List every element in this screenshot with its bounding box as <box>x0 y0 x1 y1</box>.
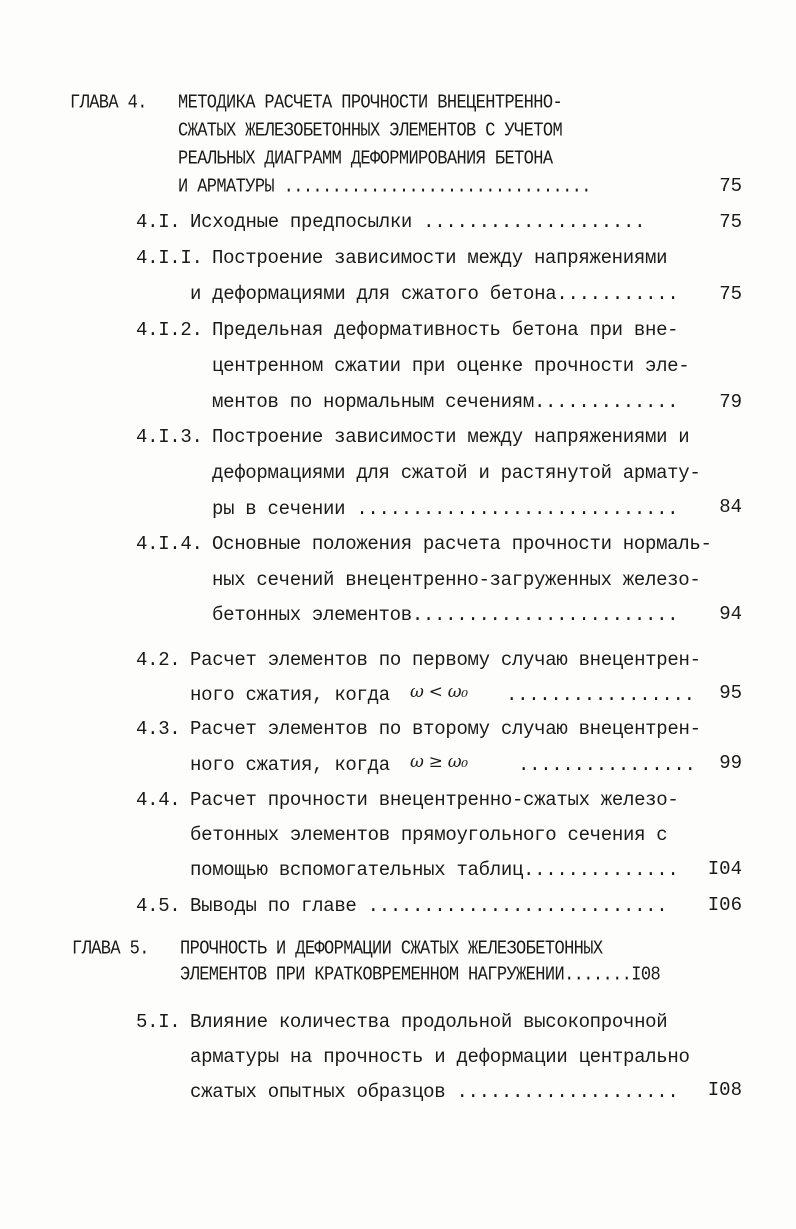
section-4-1-2-line-2: центренном сжатии при оценке прочности эле- <box>212 355 690 377</box>
section-4-4-line-3: помощью вспомогательных таблиц.............. <box>190 859 679 881</box>
section-4-1-4-line-3: бетонных элементов........................ <box>212 604 679 626</box>
section-4-1-4-number: 4.I.4. <box>136 533 203 555</box>
section-4-4-line-2: бетонных элементов прямоугольного сечения с <box>190 824 668 846</box>
section-4-1-2-line-3: ментов по нормальным сечениям............. <box>212 391 679 413</box>
section-4-5-title: Выводы по главе ........................... <box>190 895 668 917</box>
section-4-1-4-line-2: ных сечений внецентренно-загруженных железо- <box>212 569 701 591</box>
section-4-3-leader: ................ <box>518 754 696 776</box>
section-4-1-3-line-3: ры в сечении ............................. <box>212 498 679 520</box>
chapter-4-title-line-2: СЖАТЫХ ЖЕЛЕЗОБЕТОННЫХ ЭЛЕМЕНТОВ С УЧЕТОМ <box>178 120 563 143</box>
section-4-1-1-line-2: и деформациями для сжатого бетона........... <box>190 283 679 305</box>
section-4-4-page: I04 <box>707 858 742 880</box>
section-4-1-2-number: 4.I.2. <box>136 319 203 341</box>
section-4-2-line-1: Расчет элементов по первому случаю внецентрен- <box>190 649 701 671</box>
section-4-1-4-line-1: Основные положения расчета прочности нормаль- <box>212 533 712 555</box>
section-4-1-number: 4.I. <box>136 211 181 233</box>
chapter-4-title-line-1: МЕТОДИКА РАСЧЕТА ПРОЧНОСТИ ВНЕЦЕНТРЕННО- <box>178 92 563 115</box>
section-5-1-number: 5.I. <box>136 1011 181 1033</box>
section-4-3-condition: ω ≥ ω₀ <box>410 752 468 772</box>
chapter-4-label: ГЛАВА 4. <box>70 92 147 115</box>
section-4-1-2-line-1: Предельная деформативность бетона при вне- <box>212 319 679 341</box>
section-4-3-number: 4.3. <box>136 718 181 740</box>
chapter-5-title-line-2: ЭЛЕМЕНТОВ ПРИ КРАТКОВРЕМЕННОМ НАГРУЖЕНИИ.......I08 <box>180 964 661 987</box>
section-4-3-line-2: ного сжатия, когда <box>190 754 390 776</box>
section-4-5-page: I06 <box>707 894 742 916</box>
section-4-1-2-page: 79 <box>719 391 742 413</box>
section-4-2-leader: ................. <box>506 684 695 706</box>
section-4-1-3-line-1: Построение зависимости между напряжениями и <box>212 426 690 448</box>
section-4-1-page: 75 <box>719 211 742 233</box>
section-4-1-3-line-2: деформациями для сжатой и растянутой армату- <box>212 462 701 484</box>
section-4-3-line-1: Расчет элементов по второму случаю внецентрен- <box>190 718 701 740</box>
section-4-5-number: 4.5. <box>136 895 181 917</box>
section-5-1-page: I08 <box>707 1079 742 1101</box>
section-4-1-1-line-1: Построение зависимости между напряжениями <box>212 247 668 269</box>
section-4-3-page: 99 <box>719 752 742 774</box>
section-4-2-page: 95 <box>719 682 742 704</box>
chapter-4-title-line-4: И АРМАТУРЫ ................................ <box>178 176 591 199</box>
section-4-1-3-number: 4.I.3. <box>136 426 203 448</box>
section-4-1-title: Исходные предпосылки .................... <box>190 211 646 233</box>
section-4-2-line-2: ного сжатия, когда <box>190 684 390 706</box>
section-5-1-line-2: арматуры на прочность и деформации центрально <box>190 1046 690 1068</box>
section-4-1-1-number: 4.I.I. <box>136 247 203 269</box>
section-4-1-3-page: 84 <box>719 496 742 518</box>
section-4-1-1-page: 75 <box>719 283 742 305</box>
chapter-5-label: ГЛАВА 5. <box>72 938 149 961</box>
section-4-1-4-page: 94 <box>719 603 742 625</box>
section-4-2-number: 4.2. <box>136 649 181 671</box>
chapter-4-page: 75 <box>719 175 742 197</box>
chapter-4-title-line-3: РЕАЛЬНЫХ ДИАГРАММ ДЕФОРМИРОВАНИЯ БЕТОНА <box>178 148 553 171</box>
section-4-2-condition: ω < ω₀ <box>410 682 468 702</box>
section-4-4-line-1: Расчет прочности внецентренно-сжатых железо- <box>190 789 679 811</box>
section-5-1-line-1: Влияние количества продольной высокопрочной <box>190 1011 668 1033</box>
section-5-1-line-3: сжатых опытных образцов .................... <box>190 1081 679 1103</box>
chapter-5-title-line-1: ПРОЧНОСТЬ И ДЕФОРМАЦИИ СЖАТЫХ ЖЕЛЕЗОБЕТОННЫХ <box>180 938 603 961</box>
section-4-4-number: 4.4. <box>136 789 181 811</box>
